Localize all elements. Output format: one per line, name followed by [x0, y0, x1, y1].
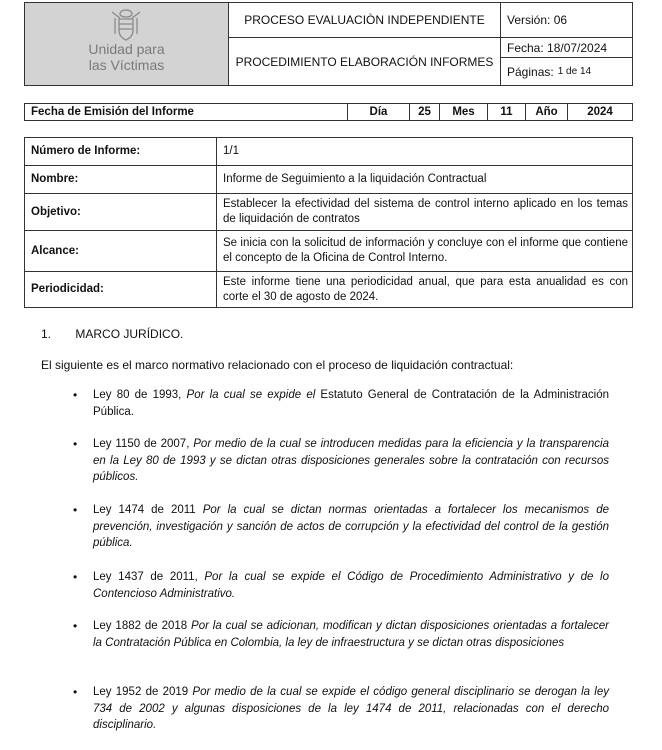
month-value: 11	[487, 104, 525, 120]
pages-label: Páginas:	[507, 64, 554, 79]
bullet-icon: •	[73, 503, 78, 517]
bullet-icon: •	[73, 437, 78, 451]
document-header	[24, 2, 633, 86]
scope-key: Alcance:	[25, 231, 217, 272]
law-name: Ley 1474 de 2011	[93, 504, 203, 516]
report-number-key: Número de Informe:	[25, 138, 217, 166]
year-label: Año	[525, 104, 567, 120]
objective-value: Establecer la efectividad del sistema de control interno aplicado en los temas de liquidación de contratos	[217, 194, 633, 231]
table-row	[25, 231, 633, 272]
bullet-icon: •	[73, 570, 78, 584]
report-number-value: 1/1	[217, 138, 633, 166]
section-heading	[41, 327, 183, 341]
emission-date-row	[24, 103, 633, 121]
law-description: Por la cual se expide el Código de Procedimiento Administrativo y de lo Contencioso Administrativo.	[93, 571, 609, 600]
month-label: Mes	[439, 104, 487, 120]
section-title: MARCO JURÍDICO.	[75, 327, 184, 341]
bullet-icon: •	[73, 619, 78, 633]
table-row	[25, 272, 633, 308]
list-item	[93, 387, 609, 420]
law-name: Ley 1150 de 2007,	[93, 438, 194, 450]
procedure-title: PROCEDIMIENTO ELABORACIÓN INFORMES	[235, 54, 494, 69]
table-row	[25, 166, 633, 194]
scope-value: Se inicia con la solicitud de información y concluye con el informe que contiene el concepto de la Oficina de Control Interno.	[217, 231, 633, 272]
day-label: Día	[347, 104, 409, 120]
law-name: Ley 80 de 1993,	[93, 389, 187, 401]
law-description: Por medio de la cual se introducen medidas para la eficiencia y la transparencia en la Ley 80 de 1993 y se dictan otras disposiciones generales sobre la contratación con recursos públicos.	[93, 438, 609, 483]
list-item	[93, 502, 609, 552]
day-value: 25	[409, 104, 439, 120]
name-value: Informe de Seguimiento a la liquidación Contractual	[217, 166, 633, 194]
list-item	[93, 569, 609, 602]
list-item	[93, 684, 609, 734]
periodicity-key: Periodicidad:	[25, 272, 217, 308]
year-value: 2024	[567, 104, 632, 120]
pages-cell	[507, 58, 632, 85]
bullet-icon: •	[73, 388, 78, 402]
periodicity-value: Este informe tiene una periodicidad anual, que para esta anualidad es con corte el 30 de agosto de 2024.	[217, 272, 633, 308]
law-description-rest: Estatuto General de Contratación de la Administración Pública.	[93, 389, 609, 418]
section-number: 1.	[41, 327, 52, 341]
logo-text-line2: las Víctimas	[88, 57, 165, 73]
coat-of-arms-icon	[109, 6, 143, 42]
report-info-table	[24, 137, 633, 308]
process-title: PROCESO EVALUACIÒN INDEPENDIENTE	[244, 13, 485, 27]
version-label: Versión: 06	[507, 13, 568, 27]
intro-paragraph: El siguiente es el marco normativo relacionado con el proceso de liquidación contractual:	[41, 358, 514, 372]
bullet-icon: •	[73, 685, 78, 699]
table-row	[25, 138, 633, 166]
date-label: Fecha: 18/07/2024	[507, 40, 608, 55]
pages-value: 1 de 14	[557, 66, 592, 77]
law-name: Ley 1952 de 2019	[93, 686, 193, 698]
law-description: Por la cual se adicionan, modifican y dictan disposiciones orientadas a fortalecer la Contratación Pública en Colombia, la ley de infraestructura y se dictan otras disposiciones	[93, 620, 609, 649]
law-description: Por la cual se dictan normas orientadas a fortalecer los mecanismos de prevención, investigación y sanción de actos de corrupción y la efectividad del control de la gestión pública.	[93, 504, 609, 549]
emission-label: Fecha de Emisión del Informe	[31, 106, 194, 118]
list-item	[93, 436, 609, 486]
law-description: Por la cual se expide el	[186, 389, 316, 401]
law-description: Por medio de la cual se expide el código general disciplinario se derogan la ley 734 de 2002 y algunas disposiciones de la ley 1474 de 2011, relacionadas con el derecho disciplinario.	[93, 686, 610, 731]
table-row	[25, 194, 633, 231]
objective-key: Objetivo:	[25, 194, 217, 231]
law-name: Ley 1437 de 2011,	[93, 571, 205, 583]
logo-text-line1: Unidad para	[88, 41, 165, 57]
name-key: Nombre:	[25, 166, 217, 194]
law-name: Ley 1882 de 2018	[93, 620, 192, 632]
logo-cell	[25, 3, 229, 85]
list-item	[93, 618, 609, 651]
